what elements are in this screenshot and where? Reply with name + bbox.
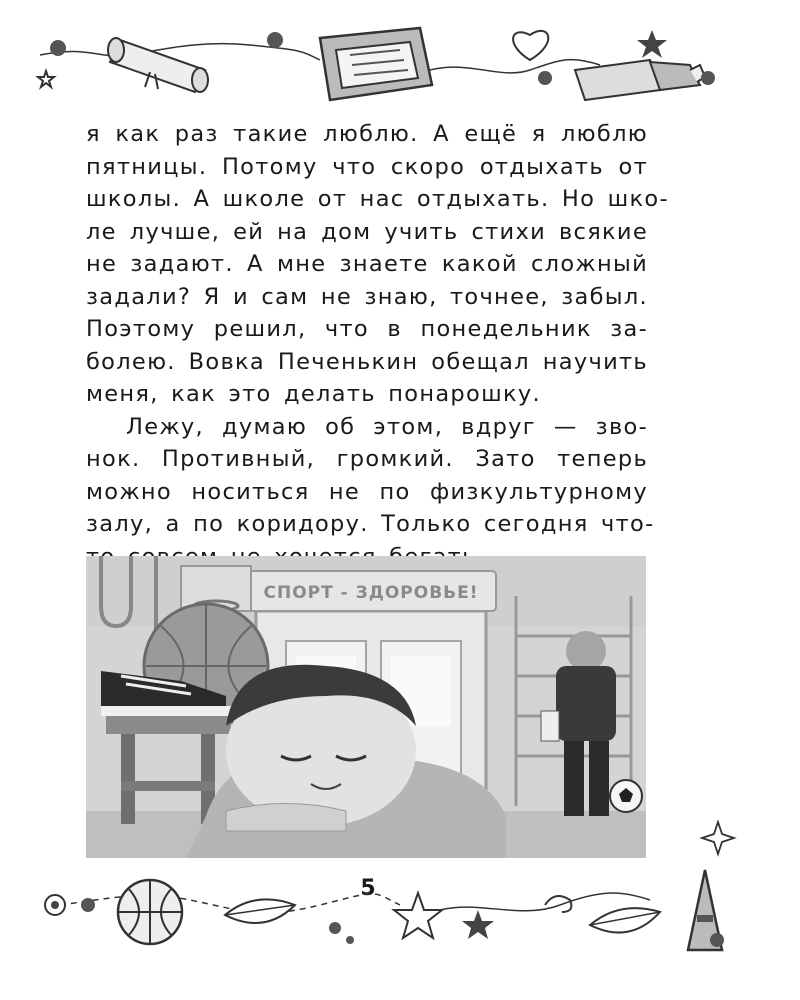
text-line: пятницы. Потому что скоро отдыхать от	[86, 153, 648, 180]
leaf-icon	[225, 899, 295, 923]
page-number: 5	[360, 876, 376, 901]
star-icon	[637, 30, 667, 58]
text-line: задали? Я и сам не знаю, точнее, забыл.	[86, 283, 648, 310]
text-line: нок. Противный, громкий. Зато теперь	[86, 446, 648, 472]
book-icon	[320, 28, 432, 100]
text-line: не задают. А мне знаете какой сложный	[86, 251, 648, 277]
bottom-decorative-border	[0, 820, 800, 1000]
button-icon	[45, 895, 65, 915]
star-icon	[462, 910, 494, 939]
bead-icon	[346, 936, 354, 944]
text-line: можно носиться не по физкультурному	[86, 478, 648, 505]
leaf-icon	[590, 908, 660, 932]
text-line: меня, как это делать понарошку.	[86, 381, 541, 407]
text-line: Поэтому решил, что в понедельник за-	[86, 316, 648, 342]
bead-icon	[81, 898, 95, 912]
toothpaste-tube-icon	[575, 60, 705, 100]
top-decorative-border	[0, 0, 800, 115]
text-line: ле лучше, ей на дом учить стихи всякие	[86, 218, 648, 245]
star-icon	[394, 893, 442, 938]
sparkle-icon	[702, 822, 734, 854]
scroll-icon	[108, 38, 208, 92]
text-line: залу, а по коридору. Только сегодня что-	[86, 511, 655, 537]
swirl-icon	[545, 896, 571, 912]
sport-health-sign	[246, 571, 496, 611]
story-text	[86, 118, 669, 573]
heart-icon	[513, 31, 548, 60]
text-line: я как раз такие люблю. А ещё я люблю	[86, 121, 648, 147]
text-line: школы. А школе от нас отдыхать. Но шко-	[86, 186, 669, 212]
star-icon	[38, 71, 54, 87]
bead-icon	[267, 32, 283, 48]
soccer-ball	[610, 780, 642, 812]
bead-icon	[710, 933, 724, 947]
text-line: Лежу, думаю об этом, вдруг — зво-	[126, 413, 648, 440]
bead-icon	[329, 922, 341, 934]
text-line: болею. Вовка Печенькин обещал научить	[86, 348, 648, 375]
svg-text:СПОРТ - ЗДОРОВЬЕ!: СПОРТ - ЗДОРОВЬЕ!	[263, 583, 479, 603]
bead-icon	[701, 71, 715, 85]
bead-icon	[538, 71, 552, 85]
basketball-icon	[118, 880, 182, 944]
gym-illustration	[86, 556, 646, 858]
bead-icon	[50, 40, 66, 56]
